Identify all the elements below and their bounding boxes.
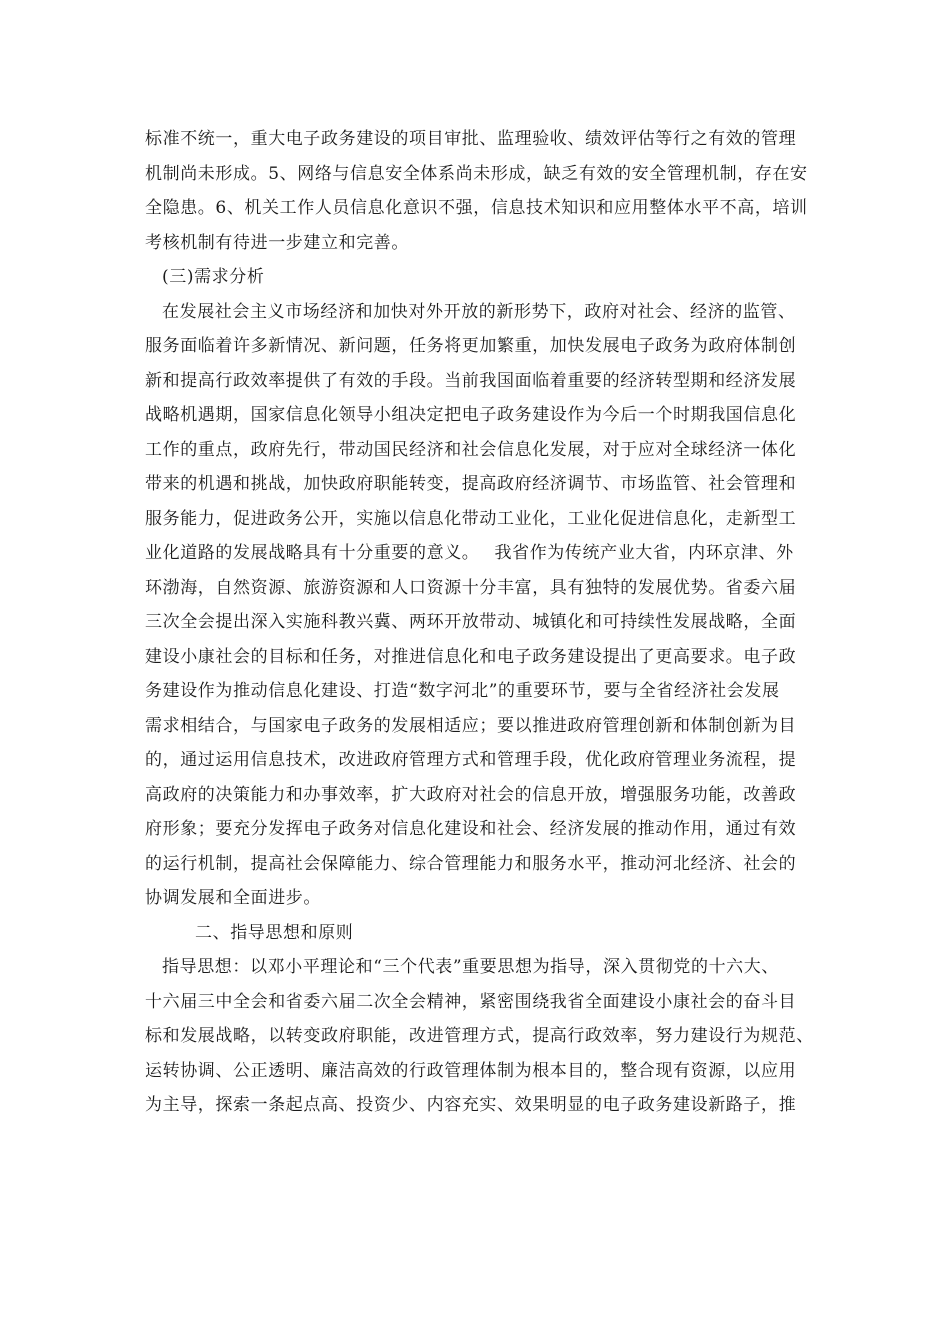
text-line: 十六届三中全会和省委六届二次全会精神，紧密围绕我省全面建设小康社会的奋斗目 bbox=[145, 991, 797, 1012]
text-line: 新和提高行政效率提供了有效的手段。当前我国面临着重要的经济转型期和经济发展 bbox=[145, 370, 797, 391]
text-line: 业化道路的发展战略具有十分重要的意义。 我省作为传统产业大省，内环京津、外 bbox=[145, 543, 794, 563]
text-line: 建设小康社会的目标和任务，对推进信息化和电子政务建设提出了更高要求。电子政 bbox=[145, 646, 797, 667]
text-line: 需求相结合，与国家电子政务的发展相适应；要以推进政府管理创新和体制创新为目 bbox=[145, 715, 797, 736]
text-line: 务建设作为推动信息化建设、打造“数字河北”的重要环节，要与全省经济社会发展 bbox=[145, 681, 780, 701]
text-line: 标和发展战略，以转变政府职能，改进管理方式，提高行政效率，努力建设行为规范、 bbox=[145, 1026, 814, 1046]
section-heading-demand-analysis: (三)需求分析 bbox=[162, 267, 265, 287]
paragraph-first-line: 在发展社会主义市场经济和加快对外开放的新形势下，政府对社会、经济的监管、 bbox=[162, 301, 796, 322]
text-line: 考核机制有待进一步建立和完善。 bbox=[145, 232, 409, 253]
text-line: 服务能力，促进政务公开，实施以信息化带动工业化，工业化促进信息化，走新型工 bbox=[145, 508, 797, 529]
text-line: 全隐患。6、机关工作人员信息化意识不强，信息技术知识和应用整体水平不高，培训 bbox=[145, 198, 808, 218]
text-line: 运转协调、公正透明、廉洁高效的行政管理体制为根本目的，整合现有资源，以应用 bbox=[145, 1060, 797, 1081]
text-line: 协调发展和全面进步。 bbox=[145, 888, 321, 908]
text-line: 机制尚未形成。5、网络与信息安全体系尚未形成，缺乏有效的安全管理机制，存在安 bbox=[145, 163, 808, 184]
text-line: 环渤海，自然资源、旅游资源和人口资源十分丰富，具有独特的发展优势。省委六届 bbox=[145, 577, 797, 598]
text-line: 的运行机制，提高社会保障能力、综合管理能力和服务水平，推动河北经济、社会的 bbox=[145, 853, 797, 874]
text-line: 工作的重点，政府先行，带动国民经济和社会信息化发展，对于应对全球经济一体化 bbox=[145, 439, 797, 460]
text-line: 服务面临着许多新情况、新问题，任务将更加繁重，加快发展电子政务为政府体制创 bbox=[145, 336, 797, 356]
paragraph-first-line: 指导思想：以邓小平理论和“三个代表”重要思想为指导，深入贯彻党的十六大、 bbox=[162, 957, 779, 977]
text-line: 三次全会提出深入实施科教兴冀、两环开放带动、城镇化和可持续性发展战略，全面 bbox=[145, 612, 797, 632]
text-line: 战略机遇期，国家信息化领导小组决定把电子政务建设作为今后一个时期我国信息化 bbox=[145, 405, 797, 425]
text-line: 带来的机遇和挑战，加快政府职能转变，提高政府经济调节、市场监管、社会管理和 bbox=[145, 474, 797, 494]
text-line: 标准不统一，重大电子政务建设的项目审批、监理验收、绩效评估等行之有效的管理 bbox=[145, 129, 797, 149]
text-line: 高政府的决策能力和办事效率，扩大政府对社会的信息开放，增强服务功能，改善政 bbox=[145, 784, 797, 805]
text-line: 府形象；要充分发挥电子政务对信息化建设和社会、经济发展的推动作用，通过有效 bbox=[145, 819, 797, 839]
section-heading-guiding-principles: 二、指导思想和原则 bbox=[195, 922, 354, 943]
text-line: 为主导，探索一条起点高、投资少、内容充实、效果明显的电子政务建设新路子，推 bbox=[145, 1095, 797, 1115]
text-line: 的，通过运用信息技术，改进政府管理方式和管理手段，优化政府管理业务流程，提 bbox=[145, 750, 797, 770]
document-page bbox=[145, 122, 813, 1123]
